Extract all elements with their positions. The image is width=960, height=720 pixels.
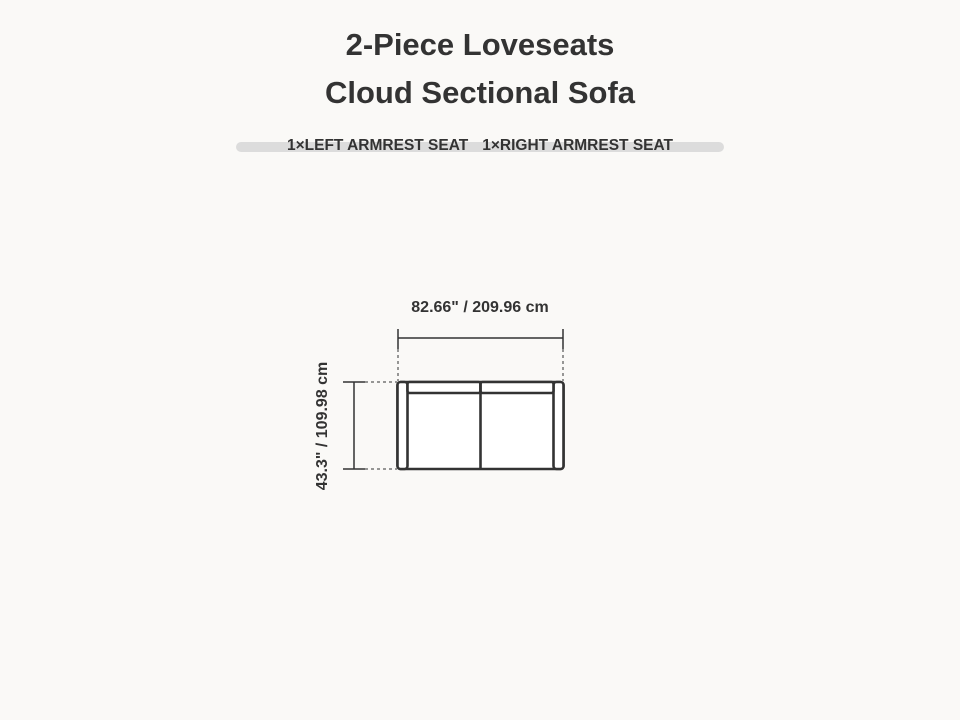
depth-dimension-line xyxy=(343,382,365,469)
product-title-line-2: Cloud Sectional Sofa xyxy=(324,75,636,110)
product-title-line-1: 2-Piece Loveseats xyxy=(345,27,615,62)
left-armrest xyxy=(398,382,408,469)
right-backrest xyxy=(481,382,554,393)
right-armrest xyxy=(554,382,564,469)
width-dimension-line xyxy=(398,329,563,349)
depth-dimension-label: 43.3" / 109.98 cm xyxy=(314,361,331,491)
width-dimension-label: 82.66" / 209.96 cm xyxy=(411,299,549,316)
width-extension-lines xyxy=(398,349,563,381)
right-armrest-seat-label: 1×RIGHT ARMREST SEAT xyxy=(482,137,674,154)
left-armrest-seat-label: 1×LEFT ARMREST SEAT xyxy=(286,137,469,154)
sofa-top-view xyxy=(398,382,564,469)
depth-extension-lines xyxy=(365,382,397,469)
left-backrest xyxy=(408,382,481,393)
